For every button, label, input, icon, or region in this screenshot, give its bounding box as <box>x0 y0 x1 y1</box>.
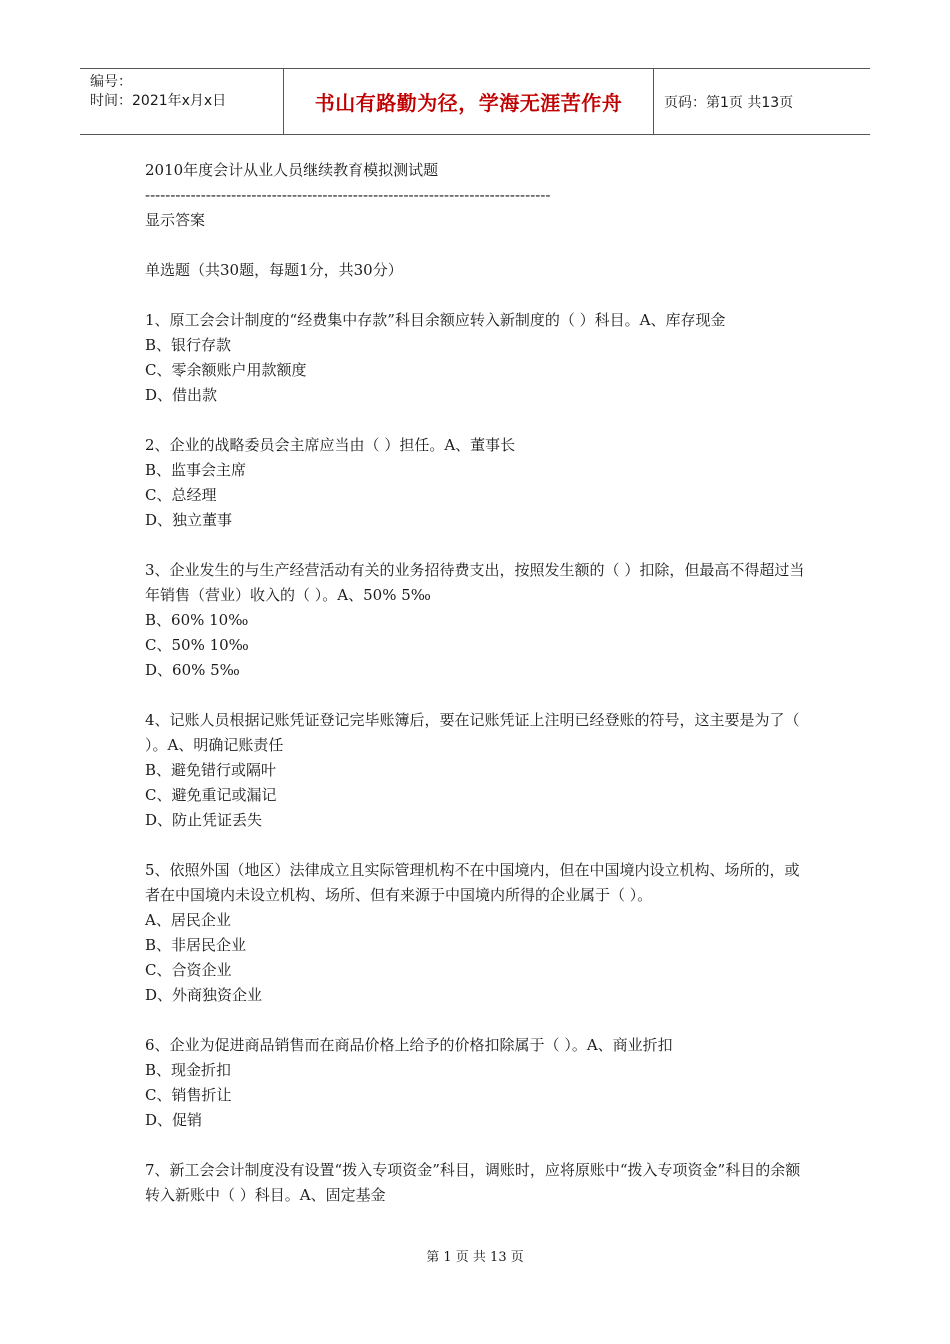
question-stem: 1、原工会会计制度的“经费集中存款”科目余额应转入新制度的（ ）科目。A、库存现金 <box>145 311 726 329</box>
spacer <box>145 233 810 258</box>
question-option: B、现金折扣 <box>145 1061 232 1079</box>
question-item <box>145 308 810 408</box>
document-number-label: 编号： <box>90 74 132 90</box>
question-stem: 5、依照外国（地区）法律成立且实际管理机构不在中国境内，但在中国境内设立机构、场所的，或者在中国境内未设立机构、场所、但有来源于中国境内所得的企业属于（ ）。 <box>145 861 800 904</box>
show-answer-link[interactable]: 显示答案 <box>145 211 206 229</box>
question-option: D、促销 <box>145 1111 203 1129</box>
question-option: C、避免重记或漏记 <box>145 786 277 804</box>
question-option: C、零余额账户用款额度 <box>145 361 307 379</box>
question-list <box>145 308 810 1208</box>
question-option: C、销售折让 <box>145 1086 232 1104</box>
question-stem: 6、企业为促进商品销售而在商品价格上给予的价格扣除属于（ ）。A、商业折扣 <box>145 1036 673 1054</box>
question-option: C、总经理 <box>145 486 217 504</box>
question-item <box>145 1158 810 1208</box>
question-item <box>145 1033 810 1133</box>
question-option: D、独立董事 <box>145 511 233 529</box>
question-stem: 3、企业发生的与生产经营活动有关的业务招待费支出，按照发生额的（ ）扣除，但最高不得超过当年销售（营业）收入的（ ）。A、50% 5‰ <box>145 561 805 604</box>
section-heading: 单选题（共30题，每题1分，共30分） <box>145 261 403 279</box>
question-option: D、防止凭证丢失 <box>145 811 263 829</box>
divider-line: -------------------------------------------------------------------------------- <box>145 186 551 204</box>
spacer <box>145 283 810 308</box>
question-option: D、60% 5‰ <box>145 661 240 679</box>
question-option: B、非居民企业 <box>145 936 247 954</box>
header-meta <box>80 69 283 134</box>
header-motto: 书山有路勤为径，学海无涯苦作舟 <box>283 69 654 134</box>
page-header <box>80 68 870 135</box>
question-option: B、60% 10‰ <box>145 611 249 629</box>
question-stem: 4、记账人员根据记账凭证登记完毕账簿后，要在记账凭证上注明已经登账的符号，这主要是为了（ ）。A、明确记账责任 <box>145 711 800 754</box>
question-option: C、50% 10‰ <box>145 636 249 654</box>
page-footer: 第 1 页 共 13 页 <box>426 1250 524 1265</box>
question-item <box>145 708 810 833</box>
question-item <box>145 558 810 683</box>
question-option: C、合资企业 <box>145 961 232 979</box>
question-option: B、银行存款 <box>145 336 232 354</box>
document-date-label: 时间：2021年x月x日 <box>90 93 227 109</box>
question-item <box>145 433 810 533</box>
header-page-info: 页码：第1页 共13页 <box>664 94 794 111</box>
question-stem: 2、企业的战略委员会主席应当由（ ）担任。A、董事长 <box>145 436 516 454</box>
question-option: D、外商独资企业 <box>145 986 263 1004</box>
question-stem: 7、新工会会计制度没有设置“拨入专项资金”科目，调账时，应将原账中“拨入专项资金”科目的余额转入新账中（ ）科目。A、固定基金 <box>145 1161 801 1204</box>
question-item <box>145 858 810 1008</box>
question-option: B、避免错行或隔叶 <box>145 761 277 779</box>
question-option: D、借出款 <box>145 386 218 404</box>
document-title: 2010年度会计从业人员继续教育模拟测试题 <box>145 161 439 179</box>
question-option: B、监事会主席 <box>145 461 247 479</box>
document-body <box>145 158 810 1233</box>
question-option: A、居民企业 <box>145 911 231 929</box>
